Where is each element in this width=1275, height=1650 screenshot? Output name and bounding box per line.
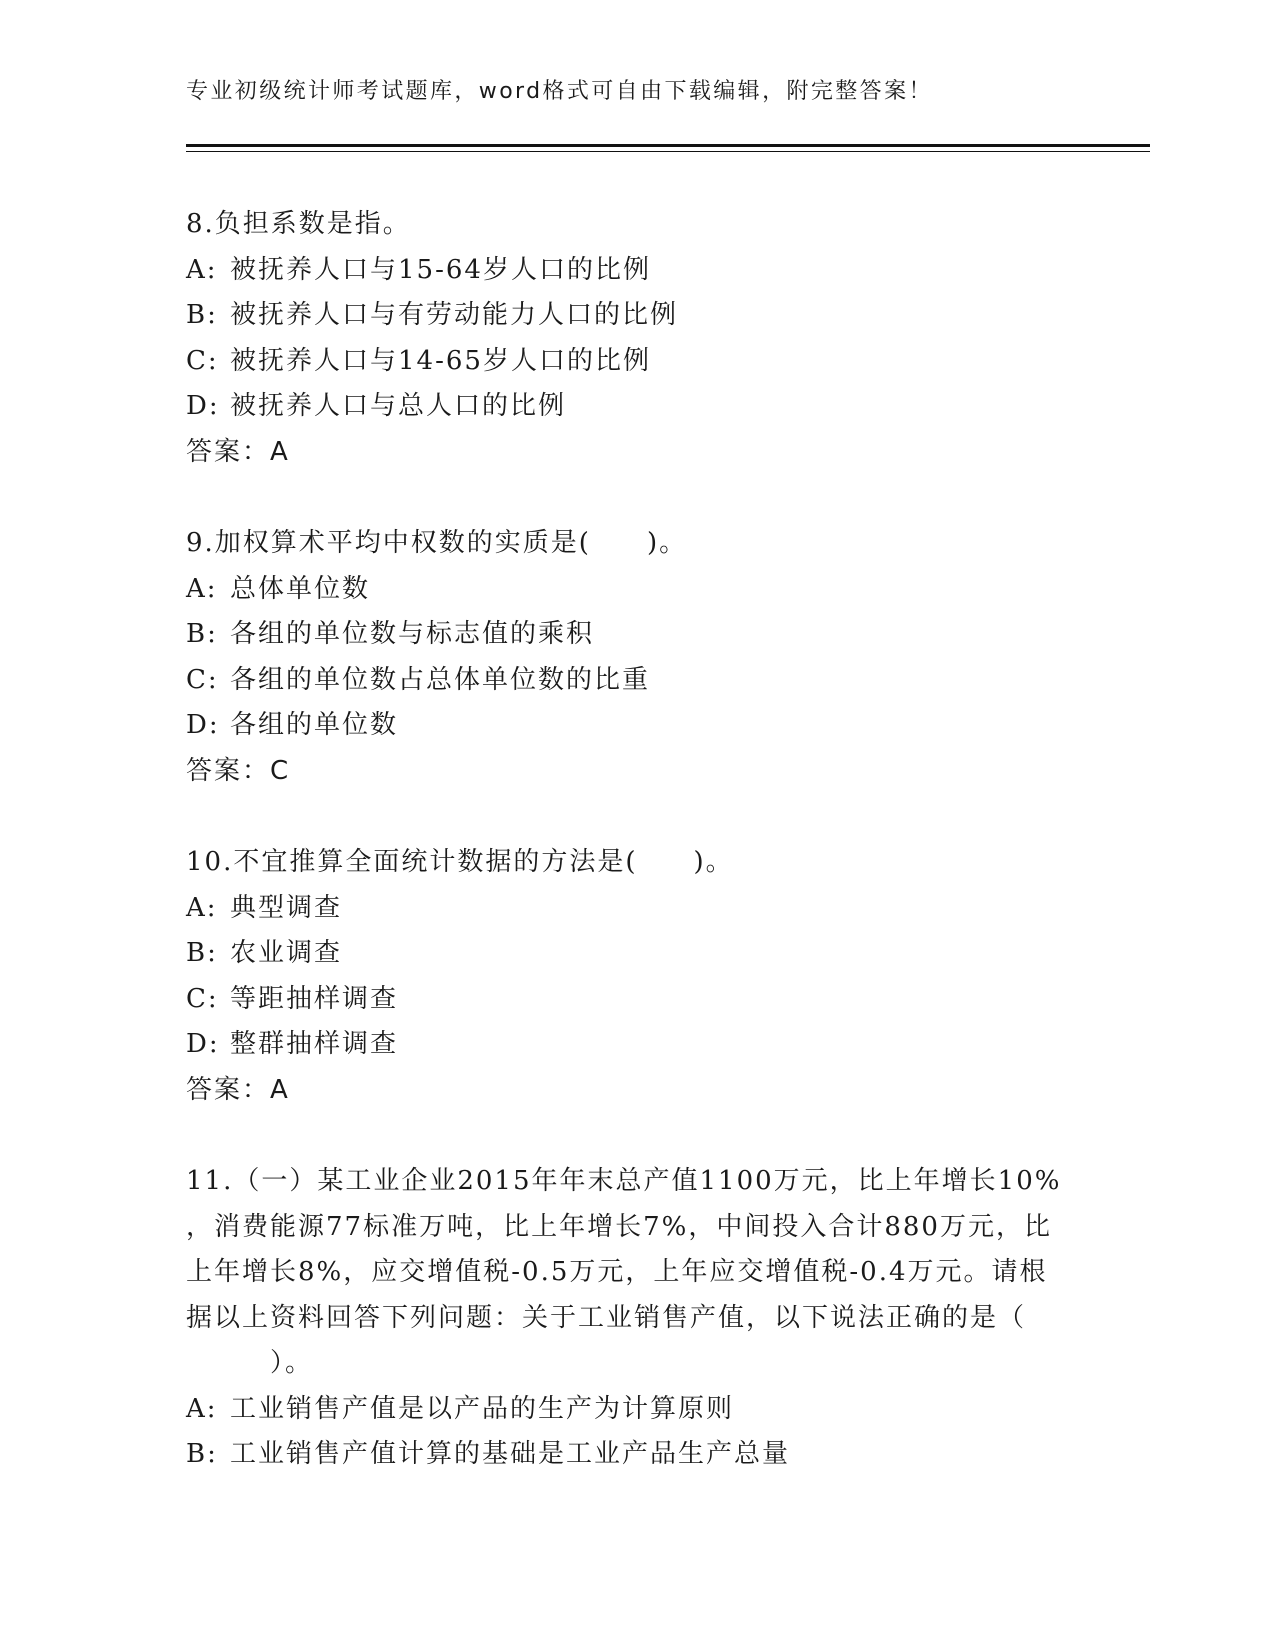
option-a	[186, 886, 1086, 932]
question-10	[186, 840, 1086, 1113]
option-letter: A:	[186, 254, 218, 285]
question-list	[186, 202, 1086, 1524]
option-letter: A:	[186, 573, 218, 604]
question-stem-line: ）。	[186, 1348, 314, 1378]
option-b	[186, 612, 1086, 658]
page-header: 专业初级统计师考试题库，word格式可自由下载编辑，附完整答案！	[186, 79, 933, 104]
option-text: 被抚养人口与14-65岁人口的比例	[230, 345, 651, 376]
question-8	[186, 202, 1086, 475]
option-c	[186, 658, 1086, 704]
option-letter: C:	[186, 345, 219, 376]
option-b	[186, 1432, 1086, 1478]
answer-line: 答案：C	[186, 755, 291, 786]
header-rule-thin	[186, 151, 1150, 152]
option-a	[186, 248, 1086, 294]
option-letter: C:	[186, 983, 219, 1014]
option-d	[186, 384, 1086, 430]
option-text: 被抚养人口与总人口的比例	[230, 391, 567, 421]
option-letter: B:	[186, 619, 218, 649]
option-letter: A:	[186, 892, 218, 923]
option-text: 各组的单位数	[230, 710, 399, 740]
answer-line: 答案：A	[186, 1074, 290, 1105]
question-stem: 9.加权算术平均中权数的实质是( )。	[186, 528, 688, 558]
option-c	[186, 339, 1086, 385]
option-text: 各组的单位数与标志值的乘积	[230, 619, 595, 649]
option-a	[186, 1387, 1086, 1433]
option-letter: D:	[186, 710, 220, 740]
option-b	[186, 293, 1086, 339]
question-9	[186, 521, 1086, 794]
question-stem: 10.不宜推算全面统计数据的方法是( )。	[186, 847, 734, 877]
question-11	[186, 1159, 1086, 1478]
option-text: 农业调查	[230, 938, 343, 968]
option-text: 被抚养人口与15-64岁人口的比例	[230, 254, 651, 285]
option-letter: C:	[186, 664, 219, 695]
question-stem: 8.负担系数是指。	[186, 209, 411, 239]
option-d	[186, 1022, 1086, 1068]
option-b	[186, 931, 1086, 977]
option-letter: D:	[186, 391, 220, 421]
option-text: 工业销售产值是以产品的生产为计算原则	[230, 1393, 735, 1424]
option-letter: A:	[186, 1393, 218, 1424]
option-text: 典型调查	[230, 892, 343, 923]
option-d	[186, 703, 1086, 749]
option-text: 总体单位数	[230, 573, 371, 604]
option-text: 整群抽样调查	[230, 1029, 399, 1059]
option-text: 等距抽样调查	[230, 983, 399, 1014]
option-text: 各组的单位数占总体单位数的比重	[230, 664, 651, 695]
question-stem-line: 据以上资料回答下列问题：关于工业销售产值，以下说法正确的是（	[186, 1302, 1027, 1333]
option-letter: B:	[186, 1439, 218, 1469]
answer-line: 答案：A	[186, 436, 290, 467]
option-letter: D:	[186, 1029, 220, 1059]
option-letter: B:	[186, 938, 218, 968]
option-letter: B:	[186, 300, 218, 330]
option-text: 工业销售产值计算的基础是工业产品生产总量	[230, 1439, 791, 1469]
option-a	[186, 567, 1086, 613]
option-c	[186, 977, 1086, 1023]
header-rule-thick	[186, 144, 1150, 147]
question-stem-line: 上年增长8%，应交增值税-0.5万元，上年应交增值税-0.4万元。请根	[186, 1257, 1048, 1287]
option-text: 被抚养人口与有劳动能力人口的比例	[230, 300, 679, 330]
question-stem-line: ，消费能源77标准万吨，比上年增长7%，中间投入合计880万元，比	[186, 1211, 1052, 1242]
question-stem-line: 11.（一）某工业企业2015年年末总产值1100万元，比上年增长10%	[186, 1166, 1062, 1196]
